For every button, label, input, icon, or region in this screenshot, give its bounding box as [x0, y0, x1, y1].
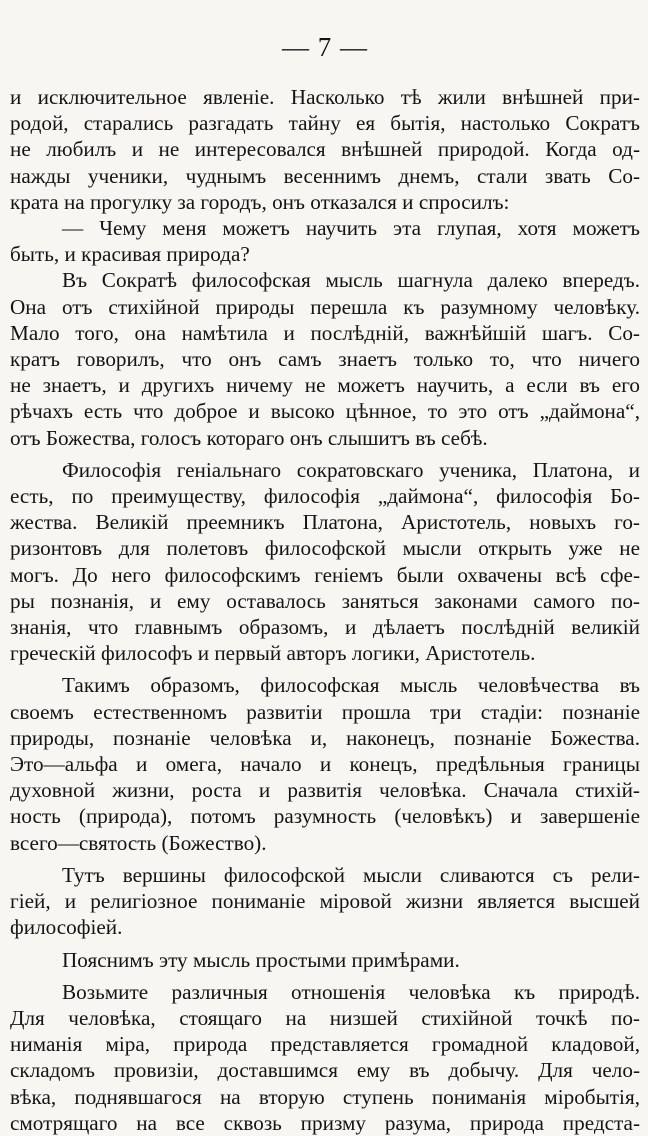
text-line: Философія геніальнаго сократовскаго ученика, Платона, и	[62, 457, 640, 482]
text-line: Возьмите различныя отношенія человѣка къ природѣ.	[62, 979, 640, 1004]
text-line: кратъ говорилъ, что онъ самъ знаетъ только то, что ничего	[10, 347, 640, 372]
page-number: — 7 —	[282, 32, 368, 62]
text-line: Пояснимъ эту мысль простыми примѣрами.	[62, 947, 460, 972]
text-line: ры познанія, и ему оставалось заняться законами самого по-	[10, 588, 640, 613]
text-line: могъ. До него философскимъ геніемъ были охвачены всѣ сфе-	[10, 562, 640, 587]
text-line: природы, познаніе человѣка и, наконецъ, познаніе Божества.	[10, 725, 640, 750]
text-line: ризонтовъ для полетовъ философской мысли открыть уже не	[10, 536, 640, 561]
text-line: рѣчахъ есть что доброе и высоко цѣнное, то это отъ „даймона“,	[10, 399, 640, 424]
text-line: не любилъ и не интересовался внѣшней природой. Когда од-	[10, 137, 640, 162]
text-line: жества. Великій преемникъ Платона, Аристотель, новыхъ го-	[10, 510, 640, 535]
text-line: гіей, и религіозное пониманіе міровой жизни является высшей	[10, 889, 640, 914]
text-line: Тутъ вершины философской мысли сливаются съ рели-	[62, 862, 640, 887]
text-line: вѣка, поднявшагося на вторую ступень пониманія міробытія,	[10, 1084, 640, 1109]
text-line: не знаетъ, и другихъ ничему не можетъ научить, а если въ его	[10, 373, 640, 398]
text-line: родой, старались разгадать тайну ея бытія, настолько Сократъ	[10, 111, 640, 136]
text-line: знанія, что главнымъ образомъ, и дѣлаетъ послѣдній великій	[10, 615, 640, 640]
text-line: отъ Божества, голосъ котораго онъ слышитъ въ себѣ.	[10, 425, 488, 450]
text-line: — Чему меня можетъ научить эта глупая, хотя можетъ	[62, 216, 640, 241]
text-line: греческій философъ и первый авторъ логики, Аристотель.	[10, 641, 536, 666]
text-line: крата на прогулку за городъ, онъ отказался и спросилъ:	[10, 189, 510, 214]
text-line: складомъ провизіи, доставшимся ему въ добычу. Для чело-	[10, 1058, 640, 1083]
paragraph-1	[10, 84, 640, 215]
text-line: Такимъ образомъ, философская мысль человѣчества въ	[62, 673, 640, 698]
paragraph-5	[10, 672, 640, 855]
paragraph-6	[10, 862, 640, 941]
text-line: ность (природа), потомъ разумность (человѣкъ) и завершеніе	[10, 804, 640, 829]
paragraph-8	[10, 979, 640, 1136]
text-line: Это—альфа и омега, начало и конецъ, предѣльныя границы	[10, 752, 640, 777]
text-line: Она отъ стихійной природы перешла къ разумному человѣку.	[10, 294, 640, 319]
paragraph-4	[10, 457, 640, 667]
text-line: и исключительное явленіе. Насколько тѣ жили внѣшней при-	[10, 85, 640, 109]
text-line: духовной жизни, роста и развитія человѣка. Сначала стихій-	[10, 778, 640, 803]
text-line: смотрящаго на все сквозь призму разума, природа предста-	[10, 1110, 640, 1135]
paragraph-2	[10, 215, 640, 267]
text-line: своемъ естественномъ развитіи прошла три стадіи: познаніе	[10, 699, 640, 724]
text-line: Въ Сократѣ философская мысль шагнула далеко впередъ.	[62, 268, 640, 293]
text-line: философіей.	[10, 915, 123, 940]
text-line: Для человѣка, стоящаго на низшей стихійной точкѣ по-	[10, 1005, 640, 1030]
paragraph-7	[10, 947, 640, 973]
body-text	[10, 84, 640, 1136]
paragraph-3	[10, 267, 640, 450]
text-line: нажды ученики, чуднымъ весеннимъ днемъ, стали звать Со-	[10, 163, 640, 188]
text-line: есть, по преимуществу, философія „даймона“, философія Бо-	[10, 484, 640, 509]
text-line: быть, и красивая природа?	[10, 242, 250, 267]
text-line: всего—святость (Божество).	[10, 830, 267, 855]
text-line: Мало того, она намѣтила и послѣдній, важнѣйшій шагъ. Со-	[10, 320, 640, 345]
text-line: ниманія міра, природа представляется громадной кладовой,	[10, 1032, 640, 1057]
